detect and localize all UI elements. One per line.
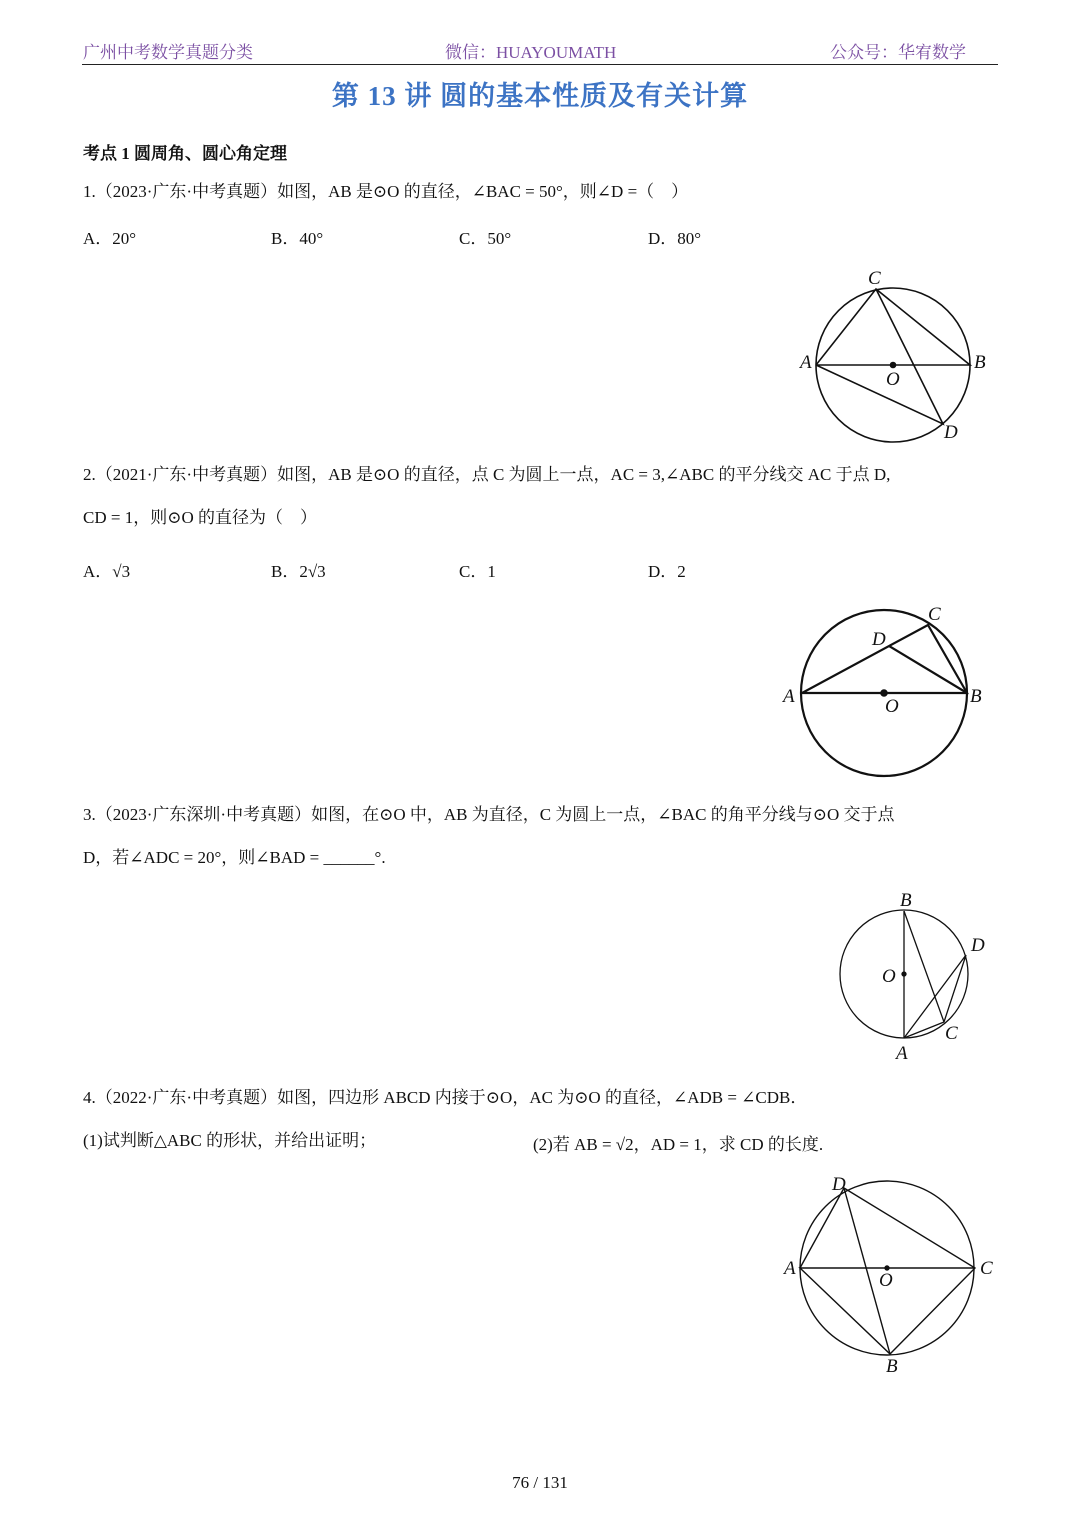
q1-option-a: A．20° <box>83 229 137 248</box>
question-3-text-line2: D，若∠ADC = 20°，则∠BAD = ______°. <box>83 848 386 867</box>
figure-1 <box>798 268 986 443</box>
fig2-label-a: A <box>783 686 795 707</box>
question-1-text: 1.（2023·广东·中考真题）如图，AB 是⊙O 的直径，∠BAC = 50°，则∠D =（ ） <box>83 182 689 201</box>
section-heading: 考点 1 圆周角、圆心角定理 <box>83 144 287 163</box>
fig3-label-d: D <box>971 935 985 956</box>
fig1-label-b: B <box>974 352 986 373</box>
fig4-label-a: A <box>784 1258 796 1279</box>
header-center: 微信：HUAYOUMATH <box>445 43 617 62</box>
q2-option-d: D．2 <box>648 562 686 581</box>
q1-option-d: D．80° <box>648 229 702 248</box>
figure-4 <box>782 1174 993 1377</box>
question-2-text-line1: 2.（2021·广东·中考真题）如图，AB 是⊙O 的直径，点 C 为圆上一点，AC = 3,∠ABC 的平分线交 AC 于点 D, <box>83 465 891 484</box>
q1-option-b: B．40° <box>271 229 324 248</box>
figure-3 <box>840 890 985 1064</box>
question-4-part-1: (1)试判断△ABC 的形状，并给出证明； <box>83 1131 377 1150</box>
header-right: 公众号：华宥数学 <box>830 43 966 62</box>
fig3-label-c: C <box>945 1023 958 1044</box>
fig1-label-d: D <box>944 422 958 443</box>
page-number: 76 / 131 <box>512 1473 568 1492</box>
header-left: 广州中考数学真题分类 <box>83 43 253 62</box>
fig1-label-o: O <box>886 369 900 390</box>
fig3-label-o: O <box>882 966 896 987</box>
fig4-label-o: O <box>879 1270 893 1291</box>
q1-option-c: C．50° <box>459 229 512 248</box>
q2-option-b: B．2√3 <box>271 562 326 581</box>
figure-2 <box>781 604 982 776</box>
fig2-label-c: C <box>928 604 941 625</box>
fig1-label-a: A <box>800 352 812 373</box>
fig3-label-b: B <box>900 890 912 911</box>
fig2-label-o: O <box>885 696 899 717</box>
q2-option-c: C．1 <box>459 562 496 581</box>
fig3-label-a: A <box>896 1043 908 1064</box>
question-4-text: 4.（2022·广东·中考真题）如图，四边形 ABCD 内接于⊙O，AC 为⊙O 的直径，∠ADB = ∠CDB． <box>83 1088 808 1107</box>
fig4-label-c: C <box>980 1258 993 1279</box>
fig4-label-b: B <box>886 1356 898 1377</box>
fig2-label-b: B <box>970 686 982 707</box>
question-3-text-line1: 3.（2023·广东深圳·中考真题）如图，在⊙O 中，AB 为直径，C 为圆上一点，∠BAC 的角平分线与⊙O 交于点 <box>83 805 895 824</box>
fig1-label-c: C <box>868 268 881 289</box>
question-4-part-2: (2)若 AB = √2，AD = 1，求 CD 的长度. <box>533 1135 824 1154</box>
question-2-text-line2: CD = 1，则⊙O 的直径为（ ） <box>83 508 317 527</box>
fig2-label-d: D <box>872 629 886 650</box>
page-title: 第 13 讲 圆的基本性质及有关计算 <box>331 81 749 111</box>
fig4-label-d: D <box>832 1174 846 1195</box>
q2-option-a: A．√3 <box>83 562 131 581</box>
